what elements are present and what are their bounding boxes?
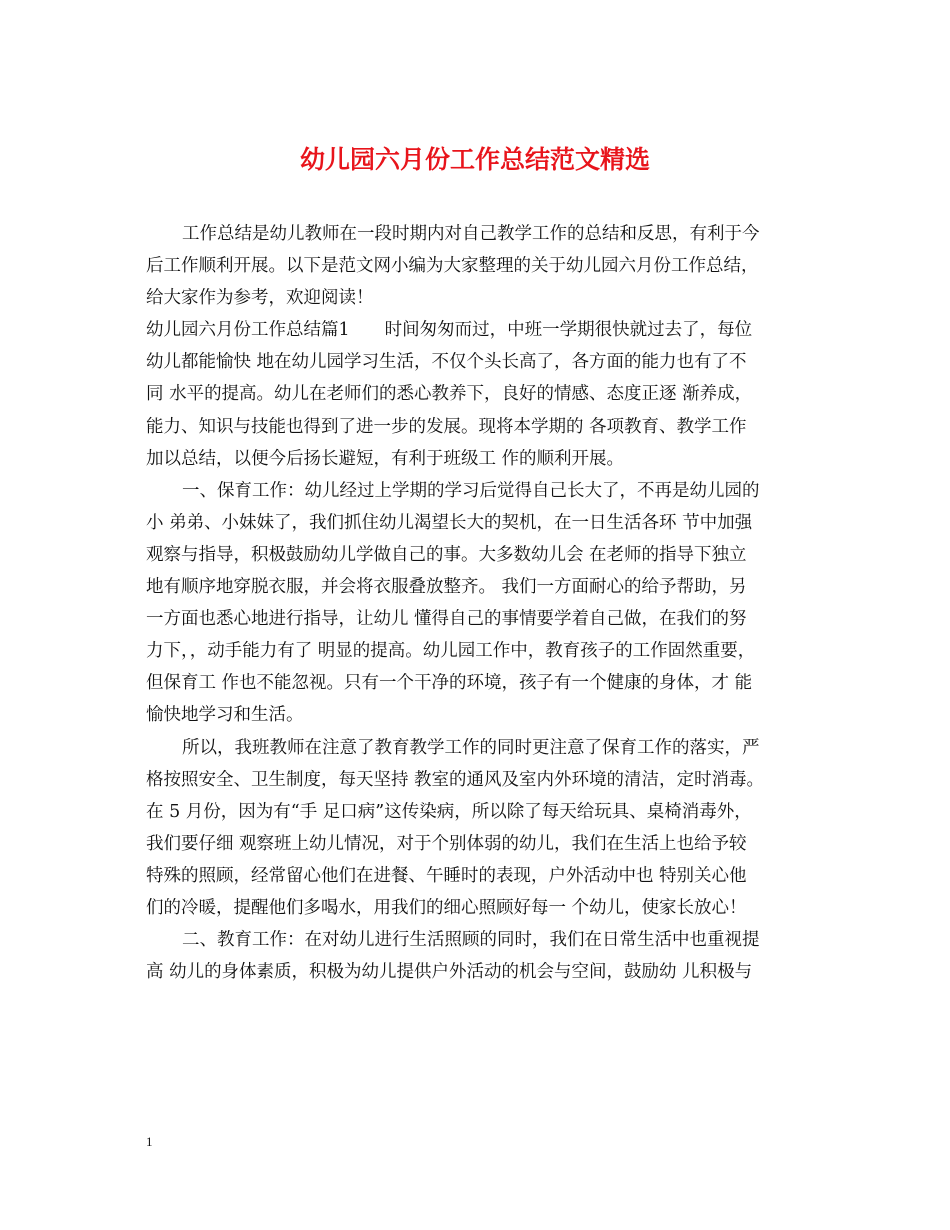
paragraph-section-1 xyxy=(146,314,816,474)
text-line: 观察与指导，积极鼓励幼儿学做自己的事。大多数幼儿会 在老师的指导下独立 xyxy=(146,544,747,565)
text-line: 愉快地学习和生活。 xyxy=(146,705,304,726)
text-line: 工作总结是幼儿教师在一段时期内对自己教学工作的总结和反思，有利于今 xyxy=(182,224,760,244)
paragraph-care-work xyxy=(146,475,816,732)
text-line: 一、保育工作：幼儿经过上学期的学习后觉得自己长大了，不再是幼儿园的 xyxy=(182,480,760,501)
text-line: 我们要仔细 观察班上幼儿情况，对于个别体弱的幼儿，我们在生活上也给予较 xyxy=(146,833,747,854)
text-line: 特殊的照顾，经常留心他们在进餐、午睡时的表现，户外活动中也 特别关心他 xyxy=(146,865,747,886)
text-line: 二、教育工作：在对幼儿进行生活照顾的同时，我们在日常生活中也重视提 xyxy=(182,930,760,951)
text-line: 能力、知识与技能也得到了进一步的发展。现将本学期的 各项教育、教学工作 xyxy=(146,416,747,437)
paragraph-education-work xyxy=(146,924,816,988)
text-line: 所以，我班教师在注意了教育教学工作的同时更注意了保育工作的落实，严 xyxy=(182,737,760,758)
text-line: 一方面也悉心地进行指导，让幼儿 懂得自己的事情要学着自己做，在我们的努 xyxy=(146,609,747,630)
page-number: 1 xyxy=(146,1134,153,1149)
text-line: 加以总结，以便今后扬长避短，有利于班级工 作的顺利开展。 xyxy=(146,448,625,469)
text-line: 们的冷暖，提醒他们多喝水，用我们的细心照顾好每一 个幼儿，使家长放心！ xyxy=(146,897,747,918)
text-line: 地有顺序地穿脱衣服，并会将衣服叠放整齐。 我们一方面耐心的给予帮助，另 xyxy=(146,577,747,598)
text-line: 力下，，动手能力有了 明显的提高。幼儿园工作中，教育孩子的工作固然重要， xyxy=(146,641,756,662)
text-line: 在 5 月份，因为有“手 足口病”这传染病，所以除了每天给玩具、桌椅消毒外， xyxy=(146,801,752,822)
paragraph-intro xyxy=(146,218,816,314)
text-line: 小 弟弟、小妹妹了，我们抓住幼儿渴望长大的契机，在一日生活各环 节中加强 xyxy=(146,512,753,533)
document-title: 幼儿园六月份工作总结范文精选 xyxy=(299,145,650,174)
document-body xyxy=(146,218,816,988)
text-line: 幼儿都能愉快 地在幼儿园学习生活，不仅个头长高了，各方面的能力也有了不 xyxy=(146,352,747,373)
text-line: 幼儿园六月份工作总结篇1 时间匆匆而过，中班一学期很快就过去了，每位 xyxy=(146,320,753,341)
text-line: 给大家作为参考，欢迎阅读！ xyxy=(146,288,374,309)
text-line: 但保育工 作也不能忽视。只有一个干净的环境，孩子有一个健康的身体，才 能 xyxy=(146,673,753,694)
text-line: 高 幼儿的身体素质，积极为幼儿提供户外活动的机会与空间，鼓励幼 儿积极与 xyxy=(146,962,753,983)
text-line: 同 水平的提高。幼儿在老师们的悉心教养下，良好的情感、态度正逐 渐养成， xyxy=(146,384,753,405)
text-line: 格按照安全、卫生制度，每天坚持 教室的通风及室内外环境的清洁，定时消毒。 xyxy=(146,769,765,790)
paragraph-hygiene xyxy=(146,732,816,925)
text-line: 后工作顺利开展。以下是范文网小编为大家整理的关于幼儿园六月份工作总结， xyxy=(146,256,759,277)
